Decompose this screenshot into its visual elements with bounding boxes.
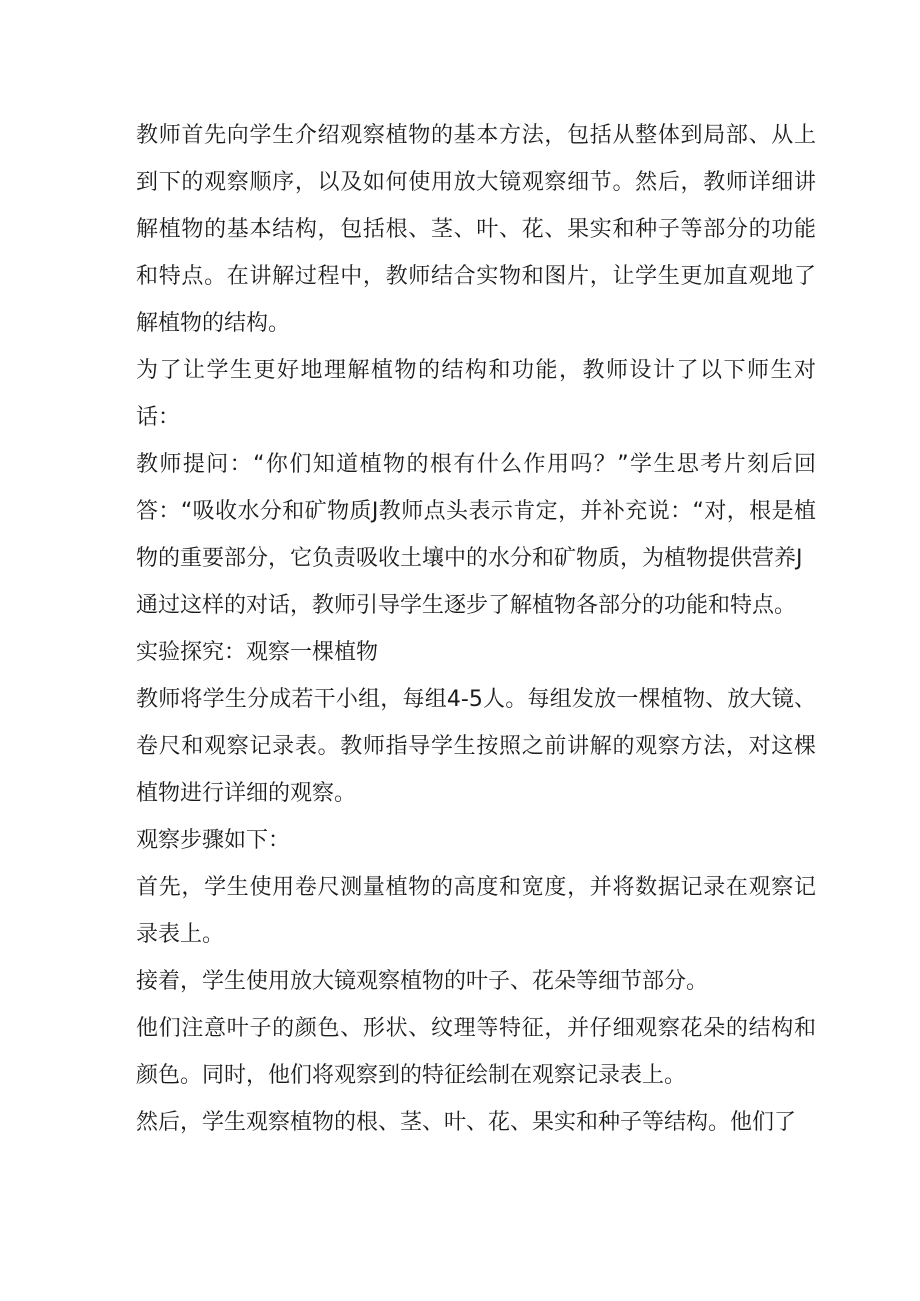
paragraph-steps-heading: 观察步骤如下： [136,828,291,853]
document-body [136,112,816,1146]
paragraph-dialogue-summary: 通过这样的对话，教师引导学生逐步了解植物各部分的功能和特点。 [136,593,797,618]
paragraph-step-structures: 然后，学生观察植物的根、茎、叶、花、果实和种子等结构。他们了 [136,1110,797,1135]
paragraph-intro-methods: 教师首先向学生介绍观察植物的基本方法，包括从整体到局部、从上到下的观察顺序，以及如何使用放大镜观察细节。然后，教师详细讲解植物的基本结构，包括根、茎、叶、花、果实和种子等部分的功能和特点。在讲解过程中，教师结合实物和图片，让学生更加直观地了解植物的结构。 [136,123,816,336]
paragraph-grouping: 教师将学生分成若干小组，每组4-5人。每组发放一棵植物、放大镜、卷尺和观察记录表。教师指导学生按照之前讲解的观察方法，对这棵植物进行详细的观察。 [136,687,816,806]
paragraph-dialogue-intro: 为了让学生更好地理解植物的结构和功能，教师设计了以下师生对话： [136,358,816,430]
paragraph-step-magnify: 接着，学生使用放大镜观察植物的叶子、花朵等细节部分。 [136,969,709,994]
paragraph-step-features: 他们注意叶子的颜色、形状、纹理等特征，并仔细观察花朵的结构和颜色。同时，他们将观察到的特征绘制在观察记录表上。 [136,1016,816,1088]
section-heading-experiment: 实验探究：观察一棵植物 [136,640,379,665]
paragraph-dialogue: 教师提问：“你们知道植物的根有什么作用吗？”学生思考片刻后回答：“吸收水分和矿物质J教师点头表示肯定，并补充说：“对，根是植物的重要部分，它负责吸收土壤中的水分和矿物质，为植物提供营养J [136,452,816,571]
paragraph-step-measure: 首先，学生使用卷尺测量植物的高度和宽度，并将数据记录在观察记录表上。 [136,875,816,947]
